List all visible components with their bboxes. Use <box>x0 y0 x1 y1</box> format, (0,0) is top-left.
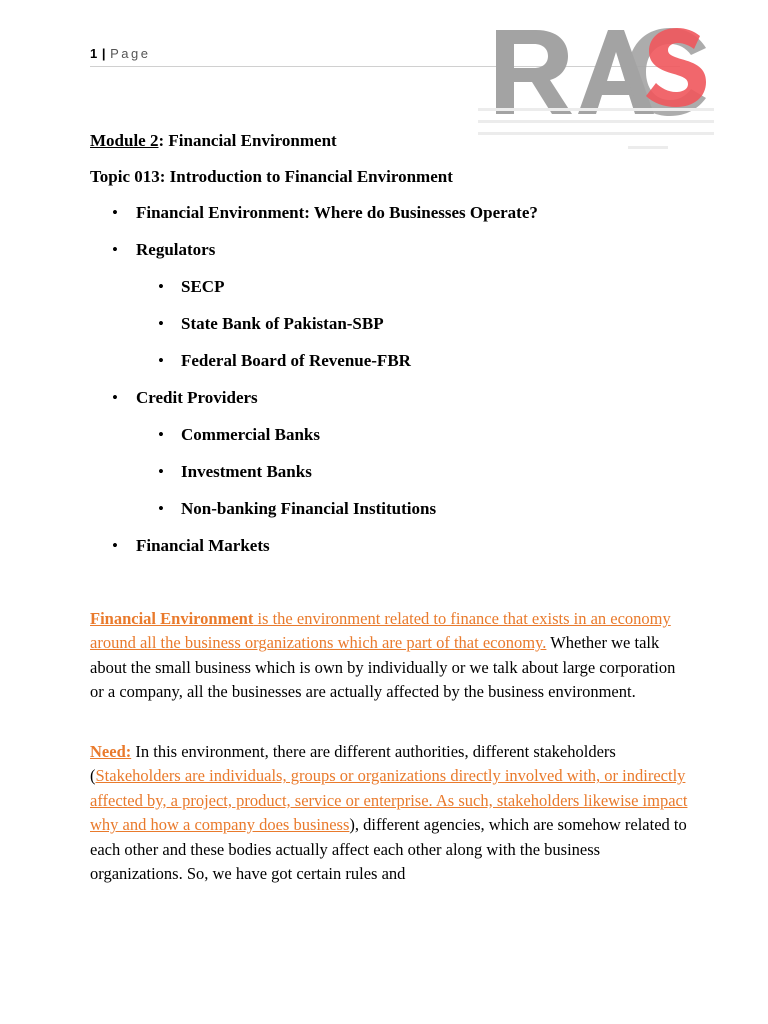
outline-item: • Credit Providers • Commercial Banks • Investment Banks • Non-banking Financial Institutions <box>90 385 690 522</box>
svg-text:RAGS: RAGS <box>478 8 481 9</box>
paragraph-body: ), different agencies, which are somehow related to each other and these bodies actually affect each other along with the business organizations. So, we have got certain rules and <box>90 815 687 884</box>
outline-subitem: • State Bank of Pakistan-SBP <box>136 311 690 337</box>
term-need: Need: <box>90 742 132 761</box>
module-label: Module 2 <box>90 131 159 150</box>
outline-subitem: • Non-banking Financial Institutions <box>136 496 690 522</box>
paragraph-need <box>90 740 690 886</box>
outline-sublist <box>136 422 690 522</box>
outline-item: • Financial Markets <box>90 533 690 559</box>
page-separator: | <box>101 46 106 61</box>
outline-subitem: • SECP <box>136 274 690 300</box>
outline-subitem: • Federal Board of Revenue-FBR <box>136 348 690 374</box>
page-number: 1 <box>90 46 98 61</box>
paragraph-intro: In this environment, there are different authorities, different stakeholders ( <box>90 742 616 786</box>
page-number-header <box>90 46 151 61</box>
module-heading <box>90 128 690 154</box>
outline-subitem: • Commercial Banks <box>136 422 690 448</box>
term-financial-environment: Financial Environment <box>90 609 254 628</box>
module-title: : Financial Environment <box>158 131 337 150</box>
outline-item: • Regulators • SECP • State Bank of Pakistan-SBP • Federal Board of Revenue-FBR <box>90 237 690 374</box>
document-body <box>90 128 690 570</box>
page-word: Page <box>110 46 151 61</box>
outline-list <box>90 200 690 559</box>
paragraph-financial-environment <box>90 607 690 705</box>
outline-item: • Financial Environment: Where do Businesses Operate? <box>90 200 690 226</box>
topic-heading: Topic 013: Introduction to Financial Environment <box>90 167 453 186</box>
definition-stakeholders: Stakeholders are individuals, groups or organizations directly involved with, or indirectly affected by, a project, product, service or enterprise. As such, stakeholders likewise impact why and how a company does business <box>90 766 688 835</box>
paragraph-body: Whether we talk about the small business which is own by individually or we talk about large corporation or a company, all the businesses are actually affected by the business environment. <box>90 633 676 702</box>
definition-financial-environment: is the environment related to finance that exists in an economy around all the business organizations which are part of that economy. <box>90 609 671 653</box>
outline-subitem: • Investment Banks <box>136 459 690 485</box>
outline-sublist <box>136 274 690 374</box>
